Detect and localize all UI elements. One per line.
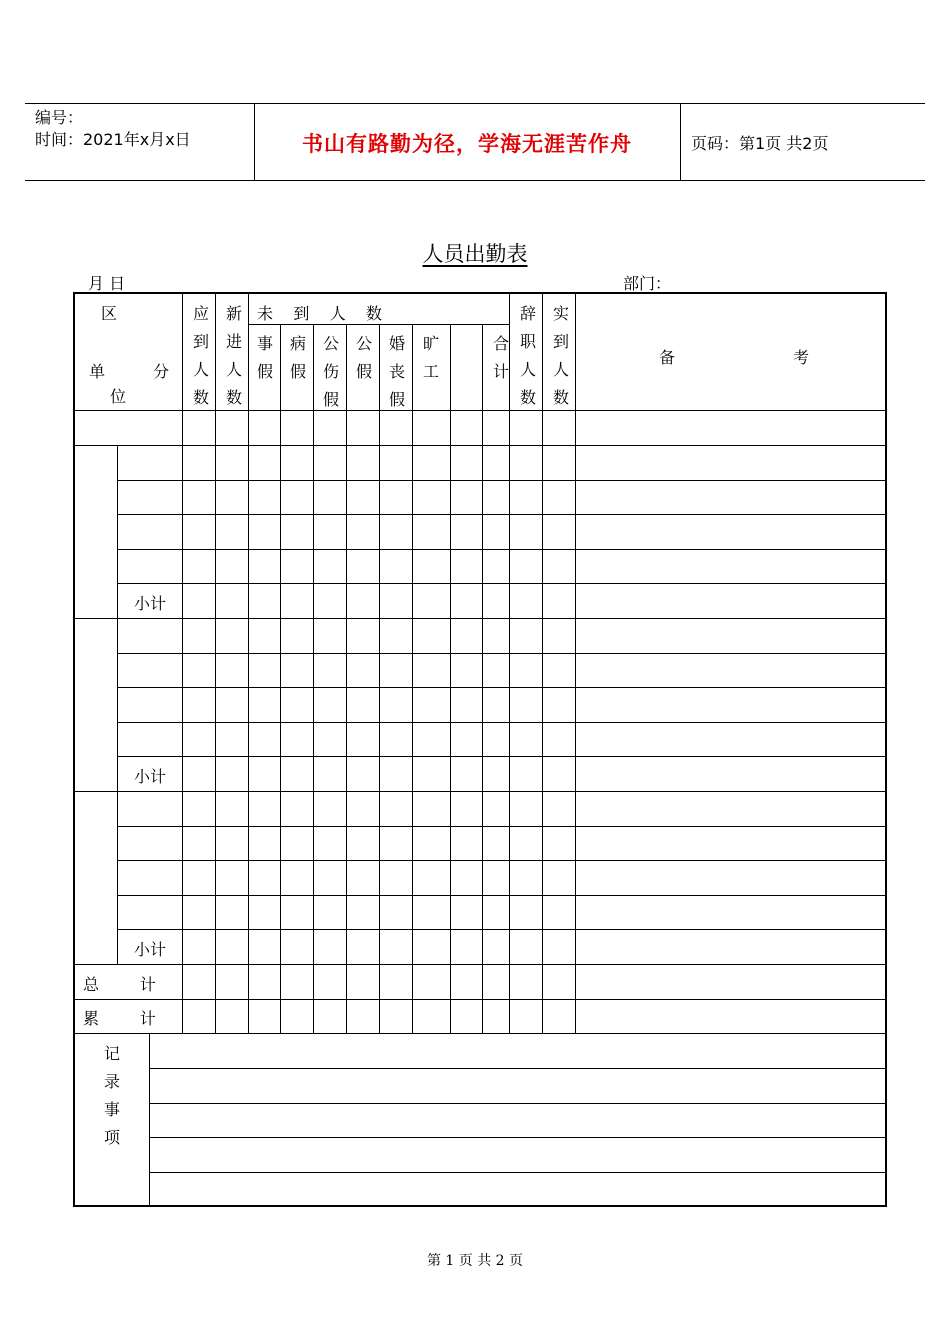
record-line (149, 1103, 885, 1104)
col-line (280, 324, 281, 1033)
sick-leave-header: 病 假 (289, 334, 306, 381)
row-line (117, 480, 885, 481)
record-line (149, 1068, 885, 1069)
attendance-table (73, 292, 887, 1207)
row-line (117, 549, 885, 550)
record-line (149, 1137, 885, 1138)
col-line (509, 294, 510, 1033)
absent-group-header: 未 到 人 数 (257, 304, 383, 323)
row-line (117, 929, 885, 930)
unit-header: 单 (88, 362, 105, 381)
remark-header-1: 备 (658, 348, 675, 367)
record-line (149, 1172, 885, 1173)
col-line (412, 324, 413, 1033)
page-info: 页码：第1页 共2页 (691, 134, 829, 153)
position-header: 位 (109, 387, 126, 406)
records-split-line (149, 1033, 150, 1207)
cumulative-label: 累 计 (83, 1009, 156, 1028)
motto-text: 书山有路勤为径，学海无涯苦作舟 (302, 132, 632, 156)
records-label: 记 录 事 项 (103, 1044, 120, 1147)
col-line (575, 294, 576, 1033)
region-header: 区 (100, 304, 117, 323)
header-bottom-rule (25, 180, 925, 181)
total-header: 合 计 (492, 334, 509, 381)
col-line (215, 294, 216, 1033)
group-line (75, 618, 885, 619)
row-line (117, 895, 885, 896)
divide-header: 分 (152, 362, 169, 381)
group-line (75, 964, 885, 965)
row-line (117, 653, 885, 654)
subtotal-label: 小计 (133, 940, 166, 959)
official-leave-header: 公 假 (355, 334, 372, 381)
col-line (542, 294, 543, 1033)
row-line (117, 687, 885, 688)
absenteeism-header: 旷 工 (422, 334, 439, 381)
row-line (75, 445, 885, 446)
region-split-line (117, 445, 118, 964)
row-line (117, 514, 885, 515)
personal-leave-header: 事 假 (256, 334, 273, 381)
new-hires-header: 新 进 人 数 (225, 304, 242, 407)
col-line (182, 294, 183, 1033)
header-top-rule (25, 103, 925, 104)
month-day-field: 月 日 (88, 274, 126, 293)
row-line (75, 999, 885, 1000)
should-arrive-header: 应 到 人 数 (192, 304, 209, 407)
work-injury-header: 公 伤 假 (322, 334, 339, 409)
row-line (117, 583, 885, 584)
actual-header: 实 到 人 数 (552, 304, 569, 407)
resigned-header: 辞 职 人 数 (519, 304, 536, 407)
page-footer: 第 1 页 共 2 页 (426, 1253, 524, 1269)
col-line (379, 324, 380, 1033)
code-label: 编号： (35, 108, 84, 127)
col-line (482, 324, 483, 1033)
header-divider-right (680, 103, 681, 180)
row-line (117, 860, 885, 861)
col-line (450, 324, 451, 1033)
remark-header-2: 考 (792, 348, 809, 367)
subtotal-label: 小计 (133, 594, 166, 613)
department-label: 部门： (623, 274, 672, 293)
row-line (117, 826, 885, 827)
grand-total-label: 总 计 (83, 975, 156, 994)
form-title: 人员出勤表 (422, 242, 528, 266)
row-line (75, 1033, 885, 1034)
col-line (346, 324, 347, 1033)
time-label: 时间：2021年x月x日 (35, 130, 191, 149)
row-line (117, 756, 885, 757)
group-line (75, 791, 885, 792)
col-line (248, 294, 249, 1033)
col-line (313, 324, 314, 1033)
row-line (117, 722, 885, 723)
wedding-funeral-header: 婚 丧 假 (388, 334, 405, 409)
subtotal-label: 小计 (133, 767, 166, 786)
